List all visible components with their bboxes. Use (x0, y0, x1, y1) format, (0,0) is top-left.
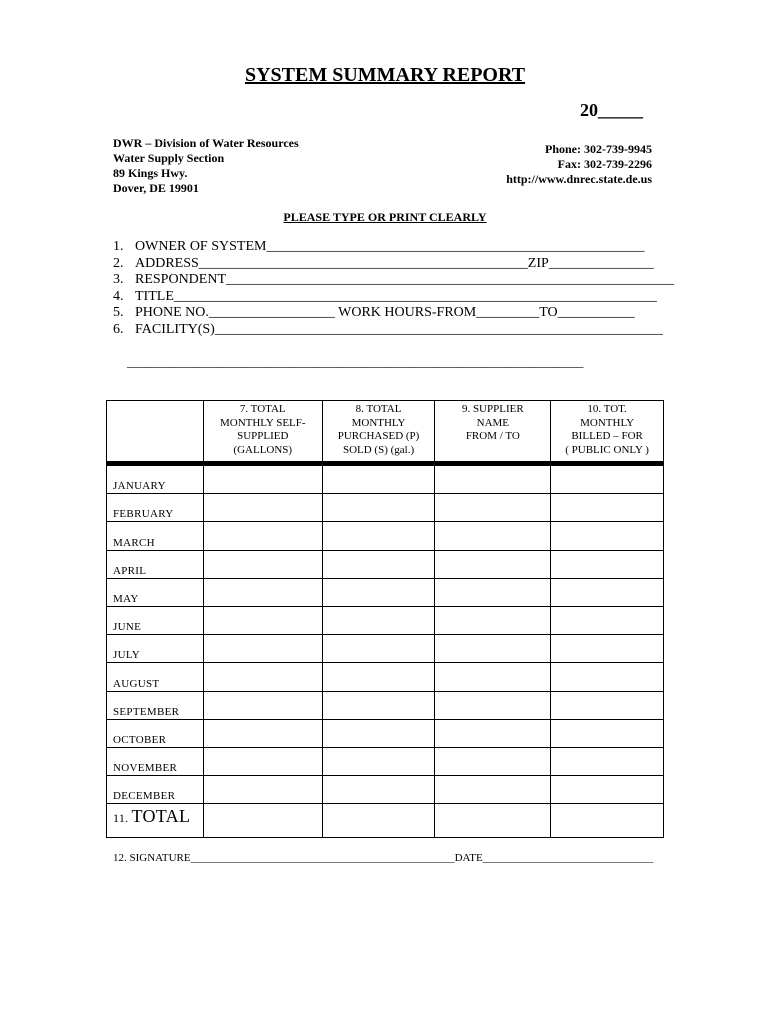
contact-info (506, 142, 652, 187)
cell-supplier[interactable] (435, 663, 551, 691)
field-number: 6. (113, 321, 124, 337)
field-respondent[interactable] (113, 272, 674, 289)
cell-billed[interactable] (551, 635, 664, 663)
agency-section: Water Supply Section (113, 151, 225, 165)
table-row (107, 606, 664, 634)
cell-supplier[interactable] (435, 635, 551, 663)
header-line: 8. TOTAL (355, 403, 402, 415)
header-line: SOLD (S) (gal.) (342, 443, 415, 456)
header-line: 10. TOT. (587, 403, 627, 415)
field-label: ADDRESS_______________________________________________ZIP_______________ (135, 255, 654, 271)
cell-supplier[interactable] (435, 550, 551, 578)
header-line: (GALLONS) (233, 443, 293, 456)
report-title: SYSTEM SUMMARY REPORT (244, 64, 526, 86)
cell-purchased-sold[interactable] (322, 606, 435, 634)
cell-purchased-sold[interactable] (322, 466, 435, 494)
header-line: SUPPLIED (237, 430, 289, 442)
cell-total-supplier[interactable] (435, 804, 551, 838)
cell-total-self-supplied[interactable] (203, 804, 322, 838)
table-row (107, 663, 664, 691)
cell-supplier[interactable] (435, 466, 551, 494)
header-month (107, 401, 204, 462)
cell-billed[interactable] (551, 522, 664, 550)
cell-self-supplied[interactable] (203, 776, 322, 804)
cell-supplier[interactable] (435, 747, 551, 775)
field-number: 4. (113, 288, 124, 304)
table-row (107, 466, 664, 494)
field-phone[interactable] (113, 305, 674, 322)
header-line: ( PUBLIC ONLY ) (565, 443, 649, 456)
cell-billed[interactable] (551, 494, 664, 522)
facility-continuation-line[interactable]: ____________________________________________________________________________ (127, 354, 583, 369)
month-label: JUNE (107, 606, 204, 634)
month-label: APRIL (107, 550, 204, 578)
field-number: 3. (113, 272, 124, 287)
table-row-total (107, 804, 664, 838)
table-row (107, 719, 664, 747)
field-number: 1. (113, 239, 124, 254)
field-facility[interactable] (113, 322, 674, 339)
header-line: NAME (476, 416, 510, 429)
header-line: MONTHLY (351, 416, 406, 429)
field-label: TITLE_____________________________________________________________________ (135, 288, 657, 304)
field-label: FACILITY(S)________________________________________________________________ (135, 321, 663, 337)
cell-self-supplied[interactable] (203, 606, 322, 634)
cell-self-supplied[interactable] (203, 578, 322, 606)
total-number: 11. (113, 811, 129, 826)
header-line: FROM / TO (465, 430, 520, 442)
header-line: MONTHLY SELF- (219, 416, 306, 429)
respondent-fields (113, 239, 674, 338)
cell-self-supplied[interactable] (203, 663, 322, 691)
instruction-text: PLEASE TYPE OR PRINT CLEARLY (283, 210, 487, 224)
month-label: JANUARY (107, 466, 204, 494)
cell-purchased-sold[interactable] (322, 635, 435, 663)
field-number: 2. (113, 255, 124, 271)
cell-billed[interactable] (551, 691, 664, 719)
cell-supplier[interactable] (435, 691, 551, 719)
agency-city: Dover, DE 19901 (113, 181, 199, 195)
field-title[interactable] (113, 289, 674, 306)
contact-url[interactable]: http://www.dnrec.state.de.us (506, 172, 652, 186)
cell-self-supplied[interactable] (203, 550, 322, 578)
agency-name: DWR – Division of Water Resources (113, 136, 299, 150)
cell-purchased-sold[interactable] (322, 550, 435, 578)
cell-purchased-sold[interactable] (322, 522, 435, 550)
cell-self-supplied[interactable] (203, 522, 322, 550)
monthly-summary-table (106, 400, 664, 838)
cell-purchased-sold[interactable] (322, 691, 435, 719)
cell-purchased-sold[interactable] (322, 747, 435, 775)
cell-self-supplied[interactable] (203, 691, 322, 719)
cell-purchased-sold[interactable] (322, 663, 435, 691)
header-line: BILLED – FOR (571, 430, 643, 442)
header-line: 7. TOTAL (239, 403, 286, 415)
cell-self-supplied[interactable] (203, 466, 322, 494)
year-field[interactable]: 20_____ (580, 100, 643, 120)
cell-supplier[interactable] (435, 606, 551, 634)
cell-billed[interactable] (551, 550, 664, 578)
agency-address (113, 136, 299, 196)
cell-purchased-sold[interactable] (322, 578, 435, 606)
month-label: FEBRUARY (107, 494, 204, 522)
field-label: OWNER OF SYSTEM______________________________________________________ (135, 239, 645, 254)
table-row (107, 578, 664, 606)
month-label: SEPTEMBER (107, 691, 204, 719)
month-label: DECEMBER (107, 776, 204, 804)
cell-billed[interactable] (551, 606, 664, 634)
table-row (107, 691, 664, 719)
cell-billed[interactable] (551, 578, 664, 606)
cell-self-supplied[interactable] (203, 494, 322, 522)
contact-fax: Fax: 302-739-2296 (557, 157, 652, 171)
table-row (107, 776, 664, 804)
table-row (107, 550, 664, 578)
contact-phone: Phone: 302-739-9945 (545, 142, 652, 156)
signature-date-line[interactable]: 12. SIGNATURE________________________________________________DATE_______________________________ (113, 852, 654, 864)
table-row (107, 747, 664, 775)
table-header-row (107, 401, 664, 462)
cell-self-supplied[interactable] (203, 747, 322, 775)
cell-total-billed[interactable] (551, 804, 664, 838)
field-number: 5. (113, 305, 124, 320)
header-self-supplied (203, 401, 322, 462)
month-label: OCTOBER (107, 719, 204, 747)
agency-street: 89 Kings Hwy. (113, 166, 188, 180)
table-row (107, 635, 664, 663)
cell-purchased-sold[interactable] (322, 719, 435, 747)
header-billed (551, 401, 664, 462)
field-label: RESPONDENT________________________________________________________________ (135, 272, 675, 287)
month-label: JULY (107, 635, 204, 663)
month-label: MARCH (107, 522, 204, 550)
month-label: AUGUST (107, 663, 204, 691)
cell-billed[interactable] (551, 776, 664, 804)
cell-supplier[interactable] (435, 719, 551, 747)
cell-billed[interactable] (551, 466, 664, 494)
month-label: MAY (107, 578, 204, 606)
header-purchased-sold (322, 401, 435, 462)
cell-purchased-sold[interactable] (322, 494, 435, 522)
total-label (107, 804, 204, 838)
cell-purchased-sold[interactable] (322, 776, 435, 804)
month-label: NOVEMBER (107, 747, 204, 775)
header-line: 9. SUPPLIER (461, 403, 524, 415)
field-address[interactable] (113, 256, 674, 273)
cell-total-purchased-sold[interactable] (322, 804, 435, 838)
field-owner[interactable] (113, 239, 674, 256)
header-supplier (435, 401, 551, 462)
table-row (107, 522, 664, 550)
cell-supplier[interactable] (435, 578, 551, 606)
cell-supplier[interactable] (435, 776, 551, 804)
cell-billed[interactable] (551, 719, 664, 747)
cell-billed[interactable] (551, 747, 664, 775)
total-word: TOTAL (131, 806, 191, 827)
header-line: MONTHLY (580, 416, 635, 429)
cell-self-supplied[interactable] (203, 719, 322, 747)
cell-supplier[interactable] (435, 522, 551, 550)
cell-billed[interactable] (551, 663, 664, 691)
header-line: PURCHASED (P) (337, 430, 420, 442)
cell-self-supplied[interactable] (203, 635, 322, 663)
table-row (107, 494, 664, 522)
field-label: PHONE NO.__________________ WORK HOURS-FROM_________TO___________ (135, 305, 635, 320)
cell-supplier[interactable] (435, 494, 551, 522)
